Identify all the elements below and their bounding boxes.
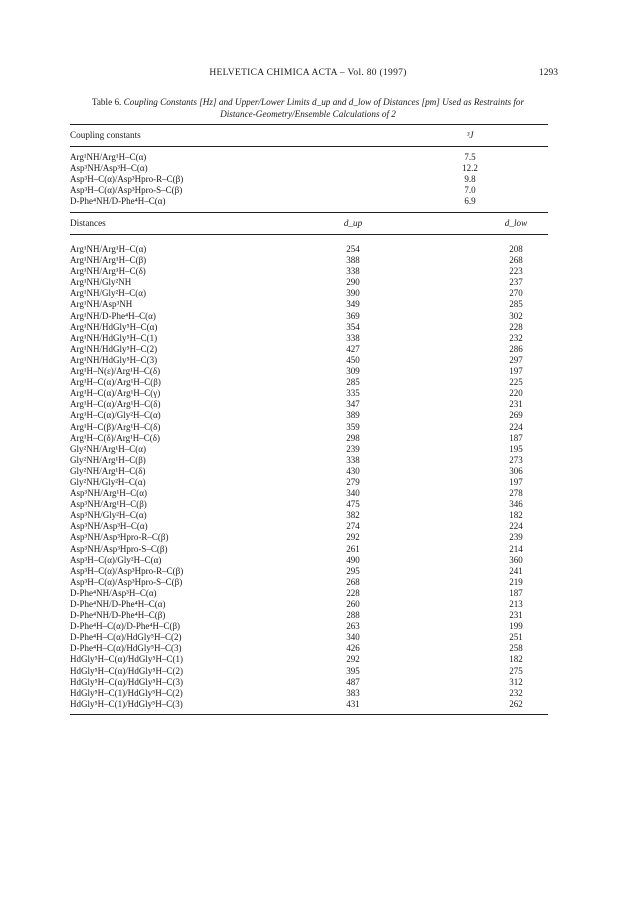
table-row — [70, 666, 548, 677]
distance-lower: 237 — [509, 277, 523, 288]
distance-upper: 228 — [346, 587, 360, 598]
table-row — [70, 152, 548, 163]
distance-upper: 340 — [346, 632, 360, 643]
table-row — [70, 185, 548, 196]
coupling-col-value: ³J — [466, 130, 474, 140]
distance-lower: 182 — [509, 510, 523, 521]
journal-title: HELVETICA CHIMICA ACTA – Vol. 80 (1997) — [209, 68, 407, 78]
distance-lower: 285 — [509, 299, 523, 310]
distances-header-rule — [70, 234, 548, 235]
distance-lower: 232 — [509, 687, 523, 698]
distances-header — [70, 218, 548, 230]
distance-upper: 268 — [346, 576, 360, 587]
table-row — [70, 544, 548, 555]
distance-label: Arg¹NH/Gly²H–C(α) — [70, 288, 146, 299]
distance-label: Arg¹H–N(ε)/Arg¹H–C(δ) — [70, 366, 161, 377]
distance-label: Asp³NH/Arg¹H–C(β) — [70, 499, 147, 510]
distance-label: D-Phe⁴NH/D-Phe⁴H–C(β) — [70, 610, 166, 621]
distance-lower: 346 — [509, 499, 523, 510]
table-row — [70, 654, 548, 665]
distance-upper: 354 — [346, 321, 360, 332]
distance-upper: 390 — [346, 288, 360, 299]
distance-label: Asp³NH/Asp³Hpro-S–C(β) — [70, 543, 168, 554]
distance-lower: 278 — [509, 488, 523, 499]
distance-upper: 369 — [346, 310, 360, 321]
distance-lower: 239 — [509, 532, 523, 543]
table-row — [70, 344, 548, 355]
distance-upper: 388 — [346, 255, 360, 266]
distance-lower: 241 — [509, 565, 523, 576]
distance-label: D-Phe⁴H–C(α)/D-Phe⁴H–C(β) — [70, 621, 181, 632]
table-row — [70, 444, 548, 455]
coupling-value: 9.8 — [464, 174, 476, 185]
table-title-line-1: Coupling Constants [Hz] and Upper/Lower Limits d_up and d_low of Distances [pm] Used as Restraints for — [123, 97, 525, 107]
distance-lower: 232 — [509, 332, 523, 343]
distance-upper: 382 — [346, 510, 360, 521]
table-row — [70, 566, 548, 577]
distance-upper: 395 — [346, 665, 360, 676]
table-row — [70, 488, 548, 499]
table-row — [70, 499, 548, 510]
distance-upper: 309 — [346, 366, 360, 377]
coupling-header — [70, 130, 548, 142]
distance-label: Asp³NH/Arg¹H–C(α) — [70, 488, 147, 499]
distance-lower: 208 — [509, 244, 523, 254]
table-row — [70, 433, 548, 444]
coupling-header-rule — [70, 146, 548, 147]
table-row — [70, 244, 548, 255]
distance-lower: 306 — [509, 465, 523, 476]
table-row — [70, 688, 548, 699]
distance-label: Arg¹H–C(α)/Arg¹H–C(β) — [70, 377, 161, 388]
table-row — [70, 366, 548, 377]
distance-label: D-Phe⁴H–C(α)/HdGly⁵H–C(2) — [70, 632, 182, 643]
distance-upper: 490 — [346, 554, 360, 565]
distance-upper: 292 — [346, 654, 360, 665]
distance-upper: 349 — [346, 299, 360, 310]
distance-label: Gly²NH/Gly²H–C(α) — [70, 476, 146, 487]
table-label: Table 6. — [91, 97, 122, 107]
coupling-label: D-Phe⁴NH/D-Phe⁴H–C(α) — [70, 196, 166, 207]
distance-label: Arg¹H–C(α)/Arg¹H–C(γ) — [70, 388, 161, 399]
distance-lower: 286 — [509, 343, 523, 354]
distance-lower: 268 — [509, 255, 523, 266]
distance-label: Arg¹NH/HdGly⁵H–C(3) — [70, 354, 158, 365]
distance-label: HdGly⁵H–C(α)/HdGly⁵H–C(2) — [70, 665, 183, 676]
distance-upper: 285 — [346, 377, 360, 388]
coupling-value: 6.9 — [464, 196, 476, 207]
coupling-col-label: Coupling constants — [70, 130, 141, 140]
distance-upper: 338 — [346, 454, 360, 465]
distance-upper: 260 — [346, 599, 360, 609]
table-row — [70, 311, 548, 322]
distances-col-label: Distances — [70, 218, 106, 228]
distance-label: Arg¹NH/HdGly⁵H–C(1) — [70, 332, 158, 343]
table-row — [70, 521, 548, 532]
distance-label: D-Phe⁴NH/Asp³H–C(α) — [70, 587, 157, 598]
table-row — [70, 643, 548, 654]
distance-upper: 335 — [346, 388, 360, 399]
distance-upper: 450 — [346, 354, 360, 365]
distance-upper: 487 — [346, 676, 360, 687]
table-row — [70, 477, 548, 488]
distance-upper: 274 — [346, 521, 360, 532]
distance-label: HdGly⁵H–C(α)/HdGly⁵H–C(3) — [70, 676, 183, 687]
distance-label: Arg¹H–C(α)/Gly²H–C(α) — [70, 410, 161, 421]
table-row — [70, 455, 548, 466]
page-header — [58, 68, 558, 82]
distance-lower: 228 — [509, 321, 523, 332]
table-row — [70, 532, 548, 543]
distance-lower: 187 — [509, 432, 523, 443]
table-row — [70, 699, 548, 710]
table-row — [70, 355, 548, 366]
distance-label: Asp³NH/Gly²H–C(α) — [70, 510, 147, 521]
distance-label: D-Phe⁴H–C(α)/HdGly⁵H–C(3) — [70, 643, 182, 654]
coupling-table — [70, 152, 548, 207]
distance-label: Arg¹NH/HdGly⁵H–C(2) — [70, 343, 158, 354]
distance-label: Arg¹NH/HdGly⁵H–C(α) — [70, 321, 158, 332]
distance-lower: 197 — [509, 476, 523, 487]
distance-label: Arg¹NH/Asp³NH — [70, 299, 133, 310]
distance-lower: 224 — [509, 421, 523, 432]
table-row — [70, 422, 548, 433]
table-row — [70, 599, 548, 610]
table-row — [70, 288, 548, 299]
distance-label: Gly²NH/Arg¹H–C(α) — [70, 443, 146, 454]
table-title-line-2: Distance-Geometry/Ensemble Calculations of 2 — [220, 109, 396, 119]
distance-upper: 338 — [346, 332, 360, 343]
distance-upper: 430 — [346, 465, 360, 476]
distance-label: HdGly⁵H–C(1)/HdGly⁵H–C(3) — [70, 698, 183, 709]
distance-lower: 269 — [509, 410, 523, 421]
coupling-label: Asp³H–C(α)/Asp³Hpro-S–C(β) — [70, 185, 183, 196]
table-row — [70, 196, 548, 207]
distance-label: Asp³H–C(α)/Asp³Hpro-R–C(β) — [70, 565, 184, 576]
distance-upper: 254 — [346, 244, 360, 254]
distance-label: Arg¹NH/Gly²NH — [70, 277, 132, 288]
distance-upper: 338 — [346, 266, 360, 277]
distance-lower: 213 — [509, 599, 523, 609]
distance-lower: 224 — [509, 521, 523, 532]
table-row — [70, 174, 548, 185]
distance-label: Arg¹NH/D-Phe⁴H–C(α) — [70, 310, 156, 321]
distance-label: HdGly⁵H–C(1)/HdGly⁵H–C(2) — [70, 687, 183, 698]
distance-lower: 231 — [509, 399, 523, 410]
table-row — [70, 632, 548, 643]
distance-lower: 275 — [509, 665, 523, 676]
distance-upper: 475 — [346, 499, 360, 510]
table-row — [70, 333, 548, 344]
table-caption — [58, 96, 558, 120]
table-row — [70, 577, 548, 588]
table-row — [70, 588, 548, 599]
distance-label: D-Phe⁴NH/D-Phe⁴H–C(α) — [70, 599, 166, 609]
distances-table — [70, 244, 548, 710]
distance-label: Asp³NH/Asp³H–C(α) — [70, 521, 148, 532]
distances-col-up: d_up — [343, 218, 363, 228]
distance-lower: 270 — [509, 288, 523, 299]
table-row — [70, 610, 548, 621]
distance-upper: 290 — [346, 277, 360, 288]
distance-upper: 298 — [346, 432, 360, 443]
table-row — [70, 299, 548, 310]
distance-lower: 223 — [509, 266, 523, 277]
distance-lower: 262 — [509, 698, 523, 709]
table-row — [70, 399, 548, 410]
table-row — [70, 277, 548, 288]
distance-lower: 258 — [509, 643, 523, 654]
table-row — [70, 410, 548, 421]
coupling-value: 7.5 — [464, 152, 476, 162]
distance-label: Asp³NH/Asp³Hpro-R–C(β) — [70, 532, 169, 543]
table-row — [70, 266, 548, 277]
table-row — [70, 322, 548, 333]
distance-upper: 239 — [346, 443, 360, 454]
table-row — [70, 377, 548, 388]
distance-lower: 219 — [509, 576, 523, 587]
table-row — [70, 621, 548, 632]
distance-lower: 360 — [509, 554, 523, 565]
distance-label: Arg¹H–C(δ)/Arg¹H–C(δ) — [70, 432, 161, 443]
distance-upper: 295 — [346, 565, 360, 576]
distance-label: Asp³H–C(α)/Gly²H–C(α) — [70, 554, 162, 565]
distance-label: Arg¹NH/Arg¹H–C(α) — [70, 244, 147, 254]
coupling-label: Asp³NH/Asp³H–C(α) — [70, 163, 148, 174]
table-row — [70, 555, 548, 566]
distance-label: Gly²NH/Arg¹H–C(β) — [70, 454, 146, 465]
table-row — [70, 163, 548, 174]
table-row — [70, 466, 548, 477]
table-row — [70, 510, 548, 521]
coupling-value: 12.2 — [462, 163, 478, 174]
distance-lower: 214 — [509, 543, 523, 554]
distance-lower: 312 — [509, 676, 523, 687]
coupling-value: 7.0 — [464, 185, 476, 196]
distance-upper: 340 — [346, 488, 360, 499]
distance-label: Gly²NH/Arg¹H–C(δ) — [70, 465, 146, 476]
distance-label: Arg¹H–C(β)/Arg¹H–C(δ) — [70, 421, 161, 432]
distance-upper: 431 — [346, 698, 360, 709]
distance-label: Arg¹H–C(α)/Arg¹H–C(δ) — [70, 399, 161, 410]
distance-label: Arg¹NH/Arg¹H–C(β) — [70, 255, 147, 266]
table-row — [70, 677, 548, 688]
distance-upper: 279 — [346, 476, 360, 487]
bottom-rule — [70, 714, 548, 715]
distance-lower: 273 — [509, 454, 523, 465]
distance-lower: 297 — [509, 354, 523, 365]
distance-upper: 347 — [346, 399, 360, 410]
distance-upper: 389 — [346, 410, 360, 421]
distance-lower: 225 — [509, 377, 523, 388]
table-row — [70, 255, 548, 266]
distances-top-rule — [70, 212, 548, 213]
distances-col-low: d_low — [504, 218, 528, 228]
top-rule — [70, 124, 548, 125]
distance-lower: 251 — [509, 632, 523, 643]
distance-lower: 302 — [509, 310, 523, 321]
distance-lower: 187 — [509, 587, 523, 598]
distance-upper: 426 — [346, 643, 360, 654]
coupling-label: Asp³H–C(α)/Asp³Hpro-R–C(β) — [70, 174, 184, 185]
distance-label: Arg¹NH/Arg¹H–C(δ) — [70, 266, 146, 277]
distance-upper: 288 — [346, 610, 360, 621]
distance-lower: 231 — [509, 610, 523, 621]
page-number: 1293 — [539, 68, 558, 78]
distance-upper: 427 — [346, 343, 360, 354]
distance-upper: 261 — [346, 543, 360, 554]
distance-label: HdGly⁵H–C(α)/HdGly⁵H–C(1) — [70, 654, 183, 665]
distance-lower: 195 — [509, 443, 523, 454]
distance-upper: 359 — [346, 421, 360, 432]
distance-label: Asp³H–C(α)/Asp³Hpro-S–C(β) — [70, 576, 183, 587]
distance-upper: 292 — [346, 532, 360, 543]
table-row — [70, 388, 548, 399]
distance-lower: 182 — [509, 654, 523, 665]
distance-upper: 383 — [346, 687, 360, 698]
distance-upper: 263 — [346, 621, 360, 632]
distance-lower: 220 — [509, 388, 523, 399]
distance-lower: 199 — [509, 621, 523, 632]
coupling-label: Arg¹NH/Arg¹H–C(α) — [70, 152, 147, 162]
distance-lower: 197 — [509, 366, 523, 377]
